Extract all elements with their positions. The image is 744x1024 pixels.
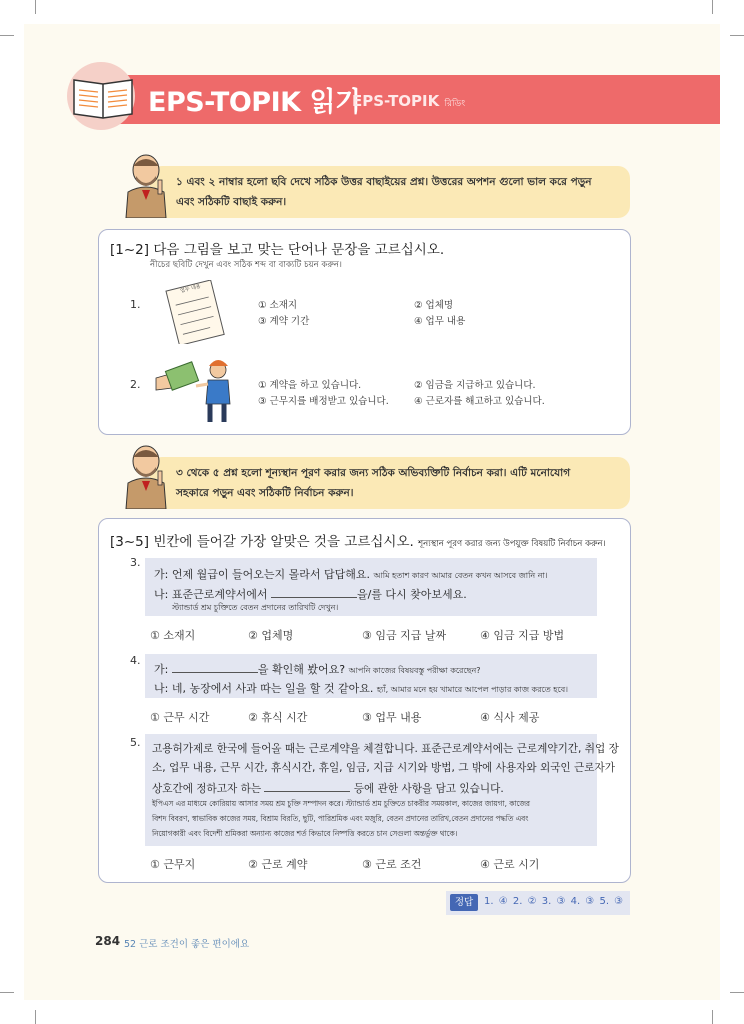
- page-number: 284: [95, 934, 121, 948]
- teacher-icon: [120, 441, 172, 509]
- passage-translation: নিয়োগকারী এবং বিদেশী শ্রমিকরা অন্যান্য কাজের শর্ত কিভাবে নিষ্পত্তি করতে চান সেগুলা অন্তর্ভুক্ত থাকে।: [152, 829, 458, 838]
- answer-label: 정답: [450, 894, 478, 911]
- option-2[interactable]: ② 근로 계약: [248, 858, 308, 871]
- question-number: 2.: [130, 378, 141, 391]
- section-heading: [3~5] 빈칸에 들어갈 가장 알맞은 것을 고르십시오. শূন্যস্থান পূরণ করার জন্য উপযুক্ত বিষয়টি নির্বাচন করুন।: [110, 534, 606, 550]
- blank: [264, 779, 350, 792]
- crop-mark: [730, 35, 744, 36]
- book-icon: [70, 72, 136, 120]
- option-2[interactable]: ② 업체명: [414, 300, 454, 311]
- page-subtitle: EPS-TOPIK রিডিং: [352, 92, 466, 110]
- blank: [271, 585, 357, 598]
- option-1[interactable]: ① 근무지: [150, 858, 196, 871]
- instruction-text-1: ১ এবং ২ নাম্বার হলো ছবি দেখে সঠিক উত্তর বাছাইয়ের প্রশ্ন। উত্তরের অপশন গুলো ভাল করে পড়ুন এবং সঠিকটি বাছাই করুন।: [176, 176, 592, 208]
- option-2[interactable]: ② 임금을 지급하고 있습니다.: [414, 380, 536, 391]
- question-number: 5.: [130, 736, 141, 749]
- crop-mark: [712, 0, 713, 14]
- option-3[interactable]: ③ 근로 조건: [362, 858, 422, 871]
- option-4[interactable]: ④ 업무 내용: [414, 316, 466, 327]
- crop-mark: [35, 0, 36, 14]
- option-1[interactable]: ① 계약을 하고 있습니다.: [258, 380, 362, 391]
- crop-mark: [712, 1010, 713, 1024]
- option-1[interactable]: ① 소재지: [150, 629, 196, 642]
- option-4[interactable]: ④ 임금 지급 방법: [480, 629, 565, 642]
- option-3[interactable]: ③ 업무 내용: [362, 711, 422, 724]
- option-1[interactable]: ① 소재지: [258, 300, 298, 311]
- option-2[interactable]: ② 업체명: [248, 629, 294, 642]
- crop-mark: [35, 1010, 36, 1024]
- chapter-title: 52 근로 조건이 좋은 편이에요: [124, 939, 250, 950]
- dialogue-line: 나: 네, 농장에서 사과 따는 일을 할 것 같아요. হ্যাঁ, আমার মনে হয় খামারে আপেল পাড়ার কাজ করতে হবে।: [154, 682, 569, 695]
- crop-mark: [0, 992, 14, 993]
- option-3[interactable]: ③ 임금 지급 날짜: [362, 629, 447, 642]
- instruction-text-2: ৩ থেকে ৫ প্রশ্ন হলো শূন্যস্থান পূরণ করার জন্য সঠিক অভিব্যক্তিটি নির্বাচন করা। এটি মনোযোগ সহকারে পড়ুন এবং সঠিকটি নির্বাচন করুন।: [176, 467, 571, 499]
- option-3[interactable]: ③ 근무지를 배정받고 있습니다.: [258, 396, 389, 407]
- teacher-icon: [120, 150, 172, 218]
- passage-translation: বিশদ বিবরণ, স্বাভাবিক কাজের সময়, বিশ্রাম বিরতি, ছুটি, পারিশ্রমিক এবং মজুরি, বেতন প্রদানের তারিখ,বেতন প্রদানের পদ্ধতি এবং: [152, 814, 529, 823]
- question-number: 4.: [130, 654, 141, 667]
- option-4[interactable]: ④ 식사 제공: [480, 711, 540, 724]
- dialogue-line: 가: 을 확인해 봤어요? আপনি কাজের বিষয়বস্তু পরীক্ষা করেছেন?: [154, 660, 481, 678]
- passage-line: 상호간에 정하고자 하는 등에 관한 사항을 담고 있습니다.: [152, 779, 504, 796]
- document-label: 업무 내용: [179, 283, 202, 295]
- option-4[interactable]: ④ 근로 시기: [480, 858, 540, 871]
- option-1[interactable]: ① 근무 시간: [150, 711, 210, 724]
- question-number: 3.: [130, 556, 141, 569]
- blank: [172, 660, 258, 673]
- section-heading: [1~2] 다음 그림을 보고 맞는 단어나 문장을 고르십시오.: [110, 242, 445, 258]
- section-subheading: নীচের ছবিটি দেখুন এবং সঠিক শব্দ বা বাক্যটি চয়ন করুন।: [150, 260, 342, 270]
- crop-mark: [0, 35, 14, 36]
- question-number: 1.: [130, 298, 141, 311]
- dialogue-line: 나: 표준근로계약서에서 을/를 다시 찾아보세요.: [154, 585, 467, 602]
- crop-mark: [730, 992, 744, 993]
- option-3[interactable]: ③ 계약 기간: [258, 316, 310, 327]
- dialogue-translation: স্ট্যান্ডার্ড শ্রম চুক্তিতে বেতন প্রদানের তারিখটি দেখুন।: [172, 603, 339, 612]
- wage-payment-icon: [154, 352, 240, 424]
- option-2[interactable]: ② 휴식 시간: [248, 711, 308, 724]
- page-title: EPS-TOPIK 읽기: [148, 87, 361, 118]
- option-4[interactable]: ④ 근로자를 해고하고 있습니다.: [414, 396, 545, 407]
- passage-translation: ইপিএস এর মাধ্যমে কোরিয়ায় আসার সময় শ্রম চুক্তি সম্পাদন করে। স্ট্যান্ডার্ড শ্রম চুক্তিতে চাকরীর সময়কাল, কাজের জায়গা, কাজের: [152, 799, 530, 808]
- answer-values: 1. ④ 2. ② 3. ③ 4. ③ 5. ③: [484, 896, 624, 907]
- dialogue-line: 가: 언제 월급이 들어오는지 몰라서 답답해요. আমি হতাশ কারণ আমার বেতন কখন আসবে জানি না।: [154, 568, 548, 581]
- passage-line: 소, 업무 내용, 근무 시간, 휴식시간, 휴일, 임금, 지급 시기와 방법, 그 밖에 사용자와 외국인 근로자가: [152, 762, 615, 774]
- passage-line: 고용허가제로 한국에 들어올 때는 근로계약을 체결합니다. 표준근로계약서에는 근로계약기간, 취업 장: [152, 743, 619, 755]
